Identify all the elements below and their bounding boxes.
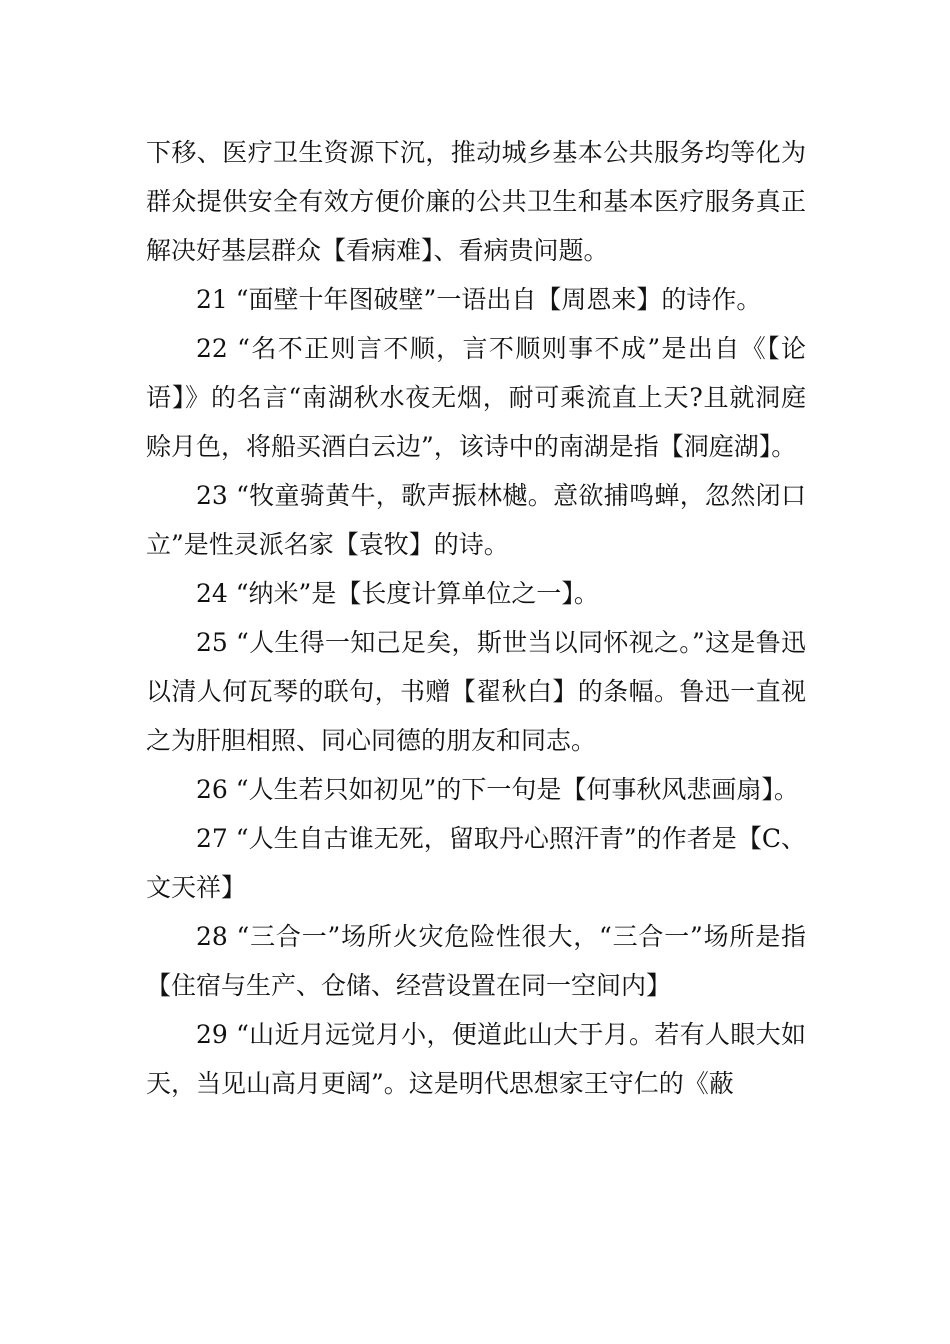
paragraph-item-21: 21 “面壁十年图破壁”一语出自【周恩来】的诗作。 [196, 285, 762, 314]
paragraph-item-22: 22 “名不正则言不顺，言不顺则事不成”是出自《【论语】》的名言“南湖秋水夜无烟，耐可乘流直上天?且就洞庭赊月色，将船买酒白云边”，该诗中的南湖是指【洞庭湖】。 [146, 334, 806, 461]
paragraph-item-29: 29 “山近月远觉月小，便道此山大于月。若有人眼大如天，当见山高月更阔”。这是明代思想家王守仁的《蔽 [146, 1020, 806, 1098]
document-body [146, 128, 806, 1108]
paragraph-item-27: 27 “人生自古谁无死，留取丹心照汗青”的作者是【C、文天祥】 [146, 824, 806, 902]
paragraph-continuation: 下移、医疗卫生资源下沉，推动城乡基本公共服务均等化为群众提供安全有效方便价廉的公共卫生和基本医疗服务真正解决好基层群众【看病难】、看病贵问题。 [146, 138, 806, 265]
paragraph-item-23: 23 “牧童骑黄牛，歌声振林樾。意欲捕鸣蝉，忽然闭口立”是性灵派名家【袁牧】的诗。 [146, 481, 806, 559]
paragraph-item-25: 25 “人生得一知己足矣，斯世当以同怀视之。”这是鲁迅以清人何瓦琴的联句，书赠【翟秋白】的条幅。鲁迅一直视之为肝胆相照、同心同德的朋友和同志。 [146, 628, 806, 755]
paragraph-item-28: 28 “三合一”场所火灾危险性很大，“三合一”场所是指【住宿与生产、仓储、经营设置在同一空间内】 [146, 922, 806, 1000]
paragraph-item-24: 24 “纳米”是【长度计算单位之一】。 [196, 579, 599, 608]
paragraph-item-26: 26 “人生若只如初见”的下一句是【何事秋风悲画扇】。 [196, 775, 799, 804]
